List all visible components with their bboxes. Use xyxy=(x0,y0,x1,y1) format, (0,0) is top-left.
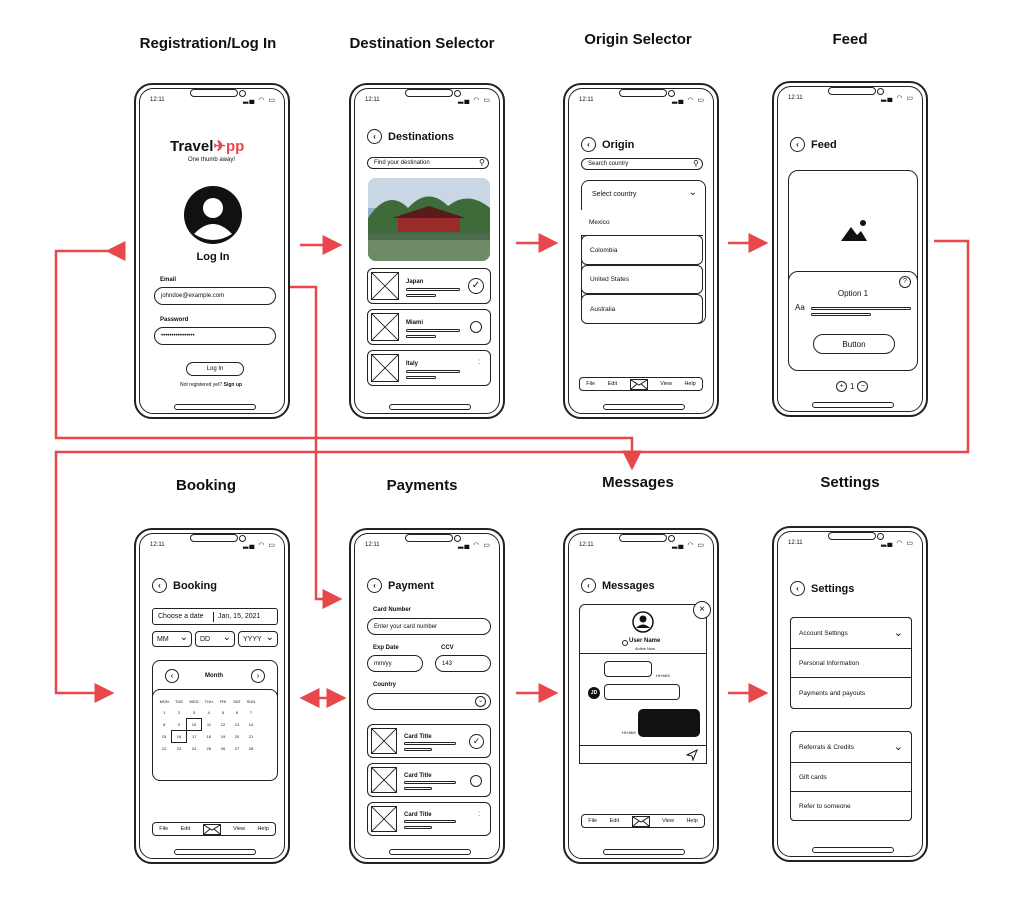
weekday: FRI xyxy=(219,699,227,704)
plus-icon[interactable]: + xyxy=(836,381,847,392)
help-icon[interactable]: ? xyxy=(899,276,911,288)
header-title: Settings xyxy=(811,582,855,595)
status-bar xyxy=(150,97,276,107)
chevron-down-icon[interactable]: ⌄ xyxy=(688,187,697,198)
card-title: Card Title xyxy=(404,773,432,779)
title-origin: Origin Selector xyxy=(584,31,692,48)
chevron-right-icon[interactable]: › xyxy=(251,669,265,683)
signal-wifi-battery-icon: ▂▄ ◠ ▭ xyxy=(881,540,914,547)
password-label: Password xyxy=(160,317,189,323)
header xyxy=(581,578,655,593)
title-settings: Settings xyxy=(820,474,880,491)
user-avatar-icon xyxy=(632,611,654,633)
settings-group xyxy=(790,731,912,821)
home-indicator xyxy=(389,404,471,410)
menu-edit[interactable]: Edit xyxy=(607,381,618,387)
status-bar xyxy=(579,542,705,552)
avatar-icon xyxy=(184,186,242,244)
day[interactable]: 5 xyxy=(221,710,225,716)
message-time: HH:MM xyxy=(656,673,670,678)
logo-text-a: Travel xyxy=(170,138,214,155)
settings-item-refer[interactable]: Refer to someone xyxy=(790,791,912,821)
card-item[interactable] xyxy=(367,763,491,797)
notch xyxy=(619,89,667,97)
menu-help[interactable]: Help xyxy=(684,381,696,387)
home-indicator xyxy=(389,849,471,855)
menu-file[interactable]: File xyxy=(586,381,596,387)
notch xyxy=(619,534,667,542)
back-icon[interactable]: ‹ xyxy=(367,129,382,144)
chevron-down-icon: ⌄ xyxy=(222,632,231,643)
status-time: 12:11 xyxy=(579,542,594,548)
settings-group xyxy=(790,617,912,709)
header xyxy=(790,581,854,596)
menu-edit[interactable]: Edit xyxy=(180,826,191,832)
weekday: THU xyxy=(204,699,213,704)
calendar-table xyxy=(157,696,259,754)
message-bubble-dark xyxy=(638,709,700,737)
list-item[interactable] xyxy=(367,309,491,345)
title-destination: Destination Selector xyxy=(349,35,495,52)
message-time: HH:MM xyxy=(622,730,636,735)
dd-label: DD xyxy=(200,636,211,643)
day[interactable]: 11 xyxy=(206,722,212,727)
date-field[interactable] xyxy=(152,608,278,625)
card-title: Card Title xyxy=(404,734,432,740)
ccv-label: CCV xyxy=(441,645,454,651)
settings-item-referrals[interactable]: Referrals & Credits xyxy=(790,731,912,763)
day-select[interactable] xyxy=(195,631,235,647)
login-heading: Log In xyxy=(196,251,230,263)
email-field[interactable]: johndoe@example.com xyxy=(154,287,276,305)
status-time: 12:11 xyxy=(150,542,165,548)
status-bar xyxy=(579,97,705,107)
chevron-left-icon[interactable]: ‹ xyxy=(165,669,179,683)
checked-icon[interactable]: ✓ xyxy=(469,734,484,749)
notch xyxy=(405,89,453,97)
notch xyxy=(828,87,876,95)
country-label: Country xyxy=(373,682,396,688)
header-title: Destinations xyxy=(388,130,455,143)
day[interactable]: 24 xyxy=(191,745,197,751)
send-icon[interactable] xyxy=(686,748,698,760)
status-bar xyxy=(788,95,914,105)
menu-file[interactable]: File xyxy=(159,826,169,832)
arrow-email-payment xyxy=(288,287,340,599)
divider xyxy=(213,612,214,622)
mail-icon[interactable] xyxy=(203,824,221,835)
minus-icon[interactable]: − xyxy=(857,381,868,392)
signal-wifi-battery-icon: ▂▄ ◠ ▭ xyxy=(458,542,491,549)
tagline: One thumb away! xyxy=(188,157,236,163)
line xyxy=(404,826,432,829)
feed-card xyxy=(788,170,918,370)
logo-text-b: pp xyxy=(225,138,245,155)
home-indicator xyxy=(603,404,685,410)
notch xyxy=(405,534,453,542)
radio-icon[interactable] xyxy=(470,775,482,787)
back-icon[interactable]: ‹ xyxy=(581,137,596,152)
item-title: Japan xyxy=(406,279,424,285)
month-label: Month xyxy=(205,673,223,679)
title-booking: Booking xyxy=(176,477,236,494)
close-icon[interactable]: × xyxy=(693,601,711,619)
item-title: Italy xyxy=(406,361,419,367)
card-number-input[interactable]: Enter your card number xyxy=(367,618,491,635)
header-title: Payment xyxy=(388,579,434,592)
day[interactable]: 3 xyxy=(192,710,196,715)
option-title: Option 1 xyxy=(837,289,869,298)
back-icon[interactable]: ‹ xyxy=(790,137,805,152)
title-payments: Payments xyxy=(386,477,458,494)
signal-wifi-battery-icon: ▂▄ ◠ ▭ xyxy=(243,97,276,104)
home-indicator xyxy=(603,849,685,855)
header xyxy=(367,129,454,144)
weekday: SAT xyxy=(233,699,241,704)
day[interactable]: 12 xyxy=(220,722,226,727)
exp-date-input[interactable]: mm/yy xyxy=(367,655,423,672)
phone-booking xyxy=(134,528,290,864)
status-time: 12:11 xyxy=(788,540,803,546)
chevron-down-icon[interactable]: ⌄ xyxy=(893,741,903,753)
header xyxy=(367,578,434,593)
divider xyxy=(580,653,706,654)
image-placeholder-icon xyxy=(371,313,399,341)
airplane-icon: ✈ xyxy=(213,138,226,155)
day[interactable]: 14 xyxy=(248,722,254,727)
card-number-label: Card Number xyxy=(373,607,412,613)
email-label: Email xyxy=(160,277,177,283)
user-status: Active Now xyxy=(635,646,656,651)
signal-wifi-battery-icon: ▂▄ ◠ ▭ xyxy=(881,95,914,102)
year-select[interactable] xyxy=(238,631,278,647)
signup-prompt xyxy=(180,382,242,388)
day[interactable]: 21 xyxy=(248,734,254,739)
day[interactable]: 18 xyxy=(206,734,211,739)
settings-item-payments[interactable]: Payments and payouts xyxy=(790,677,912,709)
day[interactable]: 25 xyxy=(206,745,211,751)
country-option[interactable]: Australia xyxy=(581,294,703,324)
status-time: 12:11 xyxy=(150,97,165,103)
phone-login xyxy=(134,83,290,419)
day[interactable]: 28 xyxy=(248,745,254,751)
chevron-down-icon: ⌄ xyxy=(475,696,486,707)
signal-wifi-battery-icon: ▂▄ ◠ ▭ xyxy=(672,542,705,549)
image-placeholder-icon xyxy=(371,806,397,832)
radio-icon[interactable] xyxy=(470,321,482,333)
country-option[interactable]: Colombia xyxy=(581,235,703,265)
day[interactable]: 20 xyxy=(234,734,240,739)
item-title: Miami xyxy=(406,320,424,326)
more-icon[interactable]: ⁚ xyxy=(478,360,480,366)
sender-avatar: JD xyxy=(588,687,600,699)
checked-icon[interactable]: ✓ xyxy=(468,278,484,294)
status-time: 12:11 xyxy=(365,97,380,103)
back-icon[interactable]: ‹ xyxy=(790,581,805,596)
menu-help[interactable]: Help xyxy=(257,826,269,832)
select-label[interactable]: Select country xyxy=(592,191,637,198)
mail-icon[interactable] xyxy=(632,816,650,827)
day[interactable]: 13 xyxy=(234,722,240,727)
weekday: WED xyxy=(189,699,199,704)
settings-item-account[interactable]: Account Settings xyxy=(790,617,912,649)
chevron-down-icon: ⌄ xyxy=(179,632,188,643)
line xyxy=(406,376,436,379)
signal-wifi-battery-icon: ▂▄ ◠ ▭ xyxy=(672,97,705,104)
home-indicator xyxy=(812,847,894,853)
mm-label: MM xyxy=(157,636,169,643)
line xyxy=(406,329,460,332)
back-icon[interactable]: ‹ xyxy=(581,578,596,593)
ccv-input[interactable]: 143 xyxy=(435,655,491,672)
status-time: 12:11 xyxy=(788,95,803,101)
title-feed: Feed xyxy=(832,31,868,48)
message-bubble xyxy=(604,661,652,677)
menu-file[interactable]: File xyxy=(588,818,598,824)
settings-item-personal[interactable]: Personal Information xyxy=(790,648,912,678)
password-field[interactable]: •••••••••••••••• xyxy=(154,327,276,345)
aa-label: Aa xyxy=(795,303,805,312)
day[interactable]: 4 xyxy=(207,710,210,716)
line xyxy=(404,742,456,745)
day[interactable]: 27 xyxy=(234,745,240,751)
exp-date-label: Exp Date xyxy=(373,645,399,651)
line xyxy=(404,781,456,784)
header-title: Feed xyxy=(811,138,837,151)
calendar xyxy=(152,660,278,780)
home-indicator xyxy=(174,404,256,410)
list-item[interactable] xyxy=(367,350,491,386)
home-indicator xyxy=(174,849,256,855)
phone-payment xyxy=(349,528,505,864)
menu-help[interactable]: Help xyxy=(686,818,698,824)
day[interactable]: 22 xyxy=(162,745,167,751)
menu-view[interactable]: View xyxy=(660,381,672,387)
status-bar xyxy=(365,97,491,107)
menu-view[interactable]: View xyxy=(233,826,245,832)
signal-wifi-battery-icon: ▂▄ ◠ ▭ xyxy=(243,542,276,549)
signup-link[interactable]: Sign up xyxy=(223,382,242,388)
card-item[interactable] xyxy=(367,724,491,758)
status-bar xyxy=(788,540,914,550)
mail-icon[interactable] xyxy=(630,379,648,390)
search-input[interactable]: Find your destination xyxy=(367,157,489,169)
page-number: 1 xyxy=(850,382,855,391)
search-icon[interactable]: ⚲ xyxy=(693,159,699,168)
chevron-down-icon[interactable]: ⌄ xyxy=(893,627,903,639)
search-icon[interactable]: ⚲ xyxy=(479,158,485,167)
notch xyxy=(190,89,238,97)
header-title: Origin xyxy=(602,138,635,151)
weekday: MON xyxy=(159,699,169,704)
day[interactable]: 9 xyxy=(177,721,180,727)
day-selected[interactable]: 16 xyxy=(172,731,187,743)
phone-destination xyxy=(349,83,505,419)
card-item[interactable] xyxy=(367,802,491,836)
app-logo xyxy=(170,137,244,155)
line xyxy=(406,370,460,373)
menu-view[interactable]: View xyxy=(662,818,674,824)
yyyy-label: YYYY xyxy=(243,636,262,643)
phone-feed xyxy=(772,81,928,417)
image-placeholder-icon xyxy=(371,728,397,754)
bottom-toolbar xyxy=(581,814,705,828)
option-card xyxy=(788,271,918,371)
title-login: Registration/Log In xyxy=(139,35,277,52)
day[interactable]: 1 xyxy=(163,710,166,716)
status-time: 12:11 xyxy=(365,542,380,548)
menu-edit[interactable]: Edit xyxy=(609,818,620,824)
slider-track[interactable] xyxy=(811,307,911,310)
day[interactable]: 6 xyxy=(235,710,239,716)
day[interactable]: 19 xyxy=(220,734,226,739)
destination-photo xyxy=(368,178,490,261)
header-title: Booking xyxy=(173,579,217,592)
phone-settings xyxy=(772,526,928,862)
line xyxy=(406,288,460,291)
chat-panel xyxy=(579,604,707,764)
line xyxy=(404,748,432,751)
image-placeholder-icon xyxy=(371,354,399,382)
line xyxy=(811,313,871,316)
line xyxy=(406,335,436,338)
day[interactable]: 7 xyxy=(249,710,253,716)
date-value: Jan, 15, 2021 xyxy=(218,613,261,620)
line xyxy=(406,294,436,297)
calendar-grid xyxy=(152,689,278,781)
primary-button[interactable]: Button xyxy=(813,334,895,354)
status-bar xyxy=(365,542,491,552)
signal-wifi-battery-icon: ▂▄ ◠ ▭ xyxy=(458,97,491,104)
title-messages: Messages xyxy=(602,474,674,491)
header-title: Messages xyxy=(602,579,655,592)
list-item[interactable] xyxy=(367,268,491,304)
weekday: TUE xyxy=(175,699,183,704)
country-select[interactable] xyxy=(367,693,491,710)
line xyxy=(404,787,432,790)
image-placeholder-icon xyxy=(371,767,397,793)
home-indicator xyxy=(812,402,894,408)
day[interactable]: 23 xyxy=(176,746,182,751)
day[interactable]: 26 xyxy=(220,745,226,751)
choose-date-label: Choose a date xyxy=(158,613,204,620)
search-input[interactable]: Search country xyxy=(581,158,703,170)
card-title: Card Title xyxy=(404,812,432,818)
header xyxy=(152,578,217,593)
pager xyxy=(836,381,868,392)
divider xyxy=(580,745,706,746)
day[interactable]: 17 xyxy=(192,734,197,740)
back-icon[interactable]: ‹ xyxy=(367,578,382,593)
weekday: SUN xyxy=(246,699,256,704)
signup-text: Not registered yet? xyxy=(180,382,223,388)
day[interactable]: 2 xyxy=(177,710,181,716)
status-bar xyxy=(150,542,276,552)
notch xyxy=(828,532,876,540)
country-option[interactable]: Mexico xyxy=(581,210,703,236)
user-name: User Name xyxy=(629,638,661,644)
notch xyxy=(190,534,238,542)
online-indicator-icon xyxy=(622,640,628,646)
image-icon xyxy=(839,219,869,243)
day[interactable]: 10 xyxy=(187,719,202,731)
login-button[interactable]: Log In xyxy=(186,362,244,376)
day[interactable]: 8 xyxy=(163,722,166,727)
chevron-down-icon: ⌄ xyxy=(265,632,274,643)
phone-origin xyxy=(563,83,719,419)
phone-messages xyxy=(563,528,719,864)
day[interactable]: 15 xyxy=(161,734,167,739)
settings-item-giftcards[interactable]: Gift cards xyxy=(790,762,912,792)
month-select[interactable] xyxy=(152,631,192,647)
line xyxy=(404,820,456,823)
bottom-toolbar xyxy=(579,377,703,391)
country-option[interactable]: United States xyxy=(581,265,703,294)
message-bubble xyxy=(604,684,680,700)
more-icon[interactable]: ⁚ xyxy=(478,812,480,818)
image-placeholder-icon xyxy=(371,272,399,300)
header xyxy=(581,137,634,152)
bottom-toolbar xyxy=(152,822,276,836)
header xyxy=(790,137,837,152)
back-icon[interactable]: ‹ xyxy=(152,578,167,593)
status-time: 12:11 xyxy=(579,97,594,103)
